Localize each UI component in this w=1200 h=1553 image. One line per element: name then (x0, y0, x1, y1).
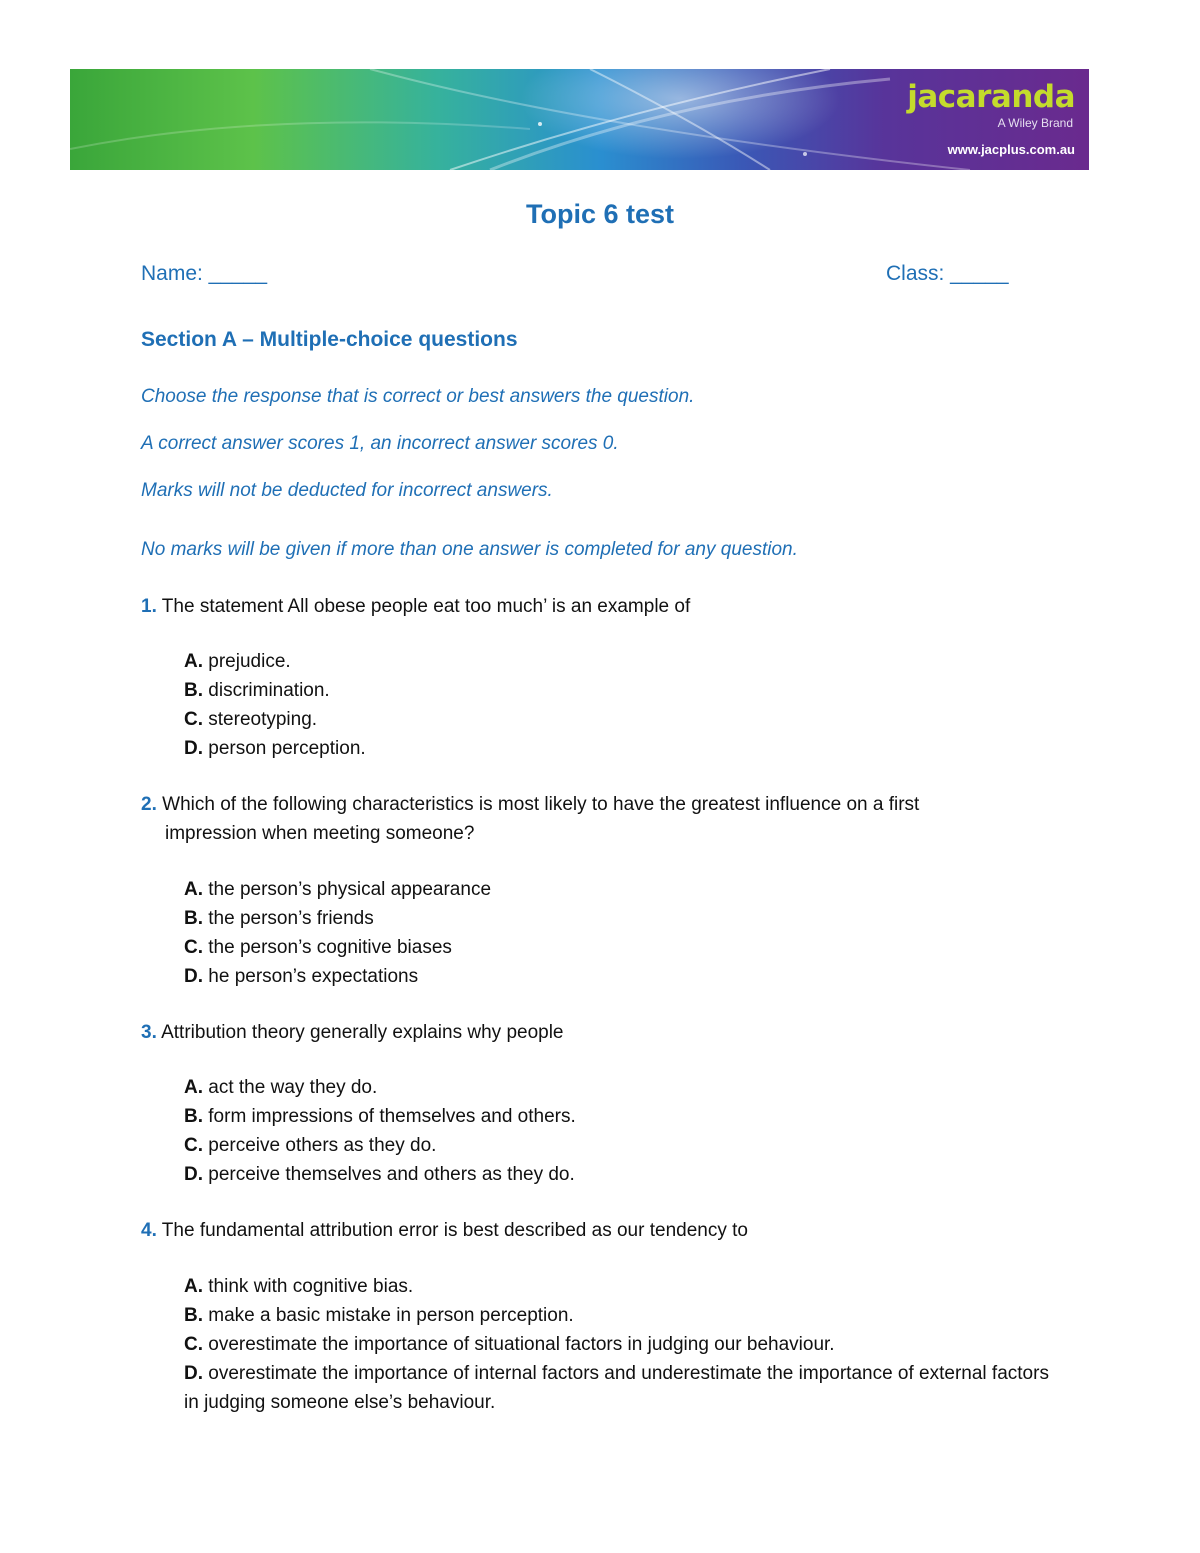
question-number: 4. (141, 1220, 157, 1241)
option-text: prejudice. (208, 651, 291, 672)
option-b[interactable] (184, 1301, 1054, 1330)
option-text: he person’s expectations (208, 966, 419, 987)
option-text: perceive themselves and others as they do. (208, 1164, 575, 1185)
brand-url: www.jacplus.com.au (947, 142, 1075, 157)
question-3-options (184, 1073, 1054, 1189)
option-letter: C. (184, 1135, 203, 1156)
question-text: Which of the following characteristics is most likely to have the greatest influence on a first (162, 794, 920, 815)
instruction-line: A correct answer scores 1, an incorrect answer scores 0. (141, 433, 619, 454)
question-3 (141, 1018, 1061, 1047)
option-letter: C. (184, 709, 203, 730)
question-2 (141, 790, 1061, 848)
question-text: Attribution theory generally explains why people (161, 1022, 564, 1043)
header-banner (70, 69, 1089, 170)
question-number: 2. (141, 794, 157, 815)
option-text: think with cognitive bias. (208, 1276, 414, 1297)
option-text: the person’s cognitive biases (208, 937, 452, 958)
option-text: form impressions of themselves and others. (208, 1106, 576, 1127)
option-letter: B. (184, 908, 203, 929)
option-c[interactable] (184, 1131, 1054, 1160)
option-b[interactable] (184, 676, 1054, 705)
option-text: the person’s friends (208, 908, 374, 929)
option-b[interactable] (184, 1102, 1054, 1131)
question-4-options (184, 1272, 1054, 1417)
option-text: discrimination. (208, 680, 330, 701)
option-letter: D. (184, 1363, 203, 1384)
option-text: act the way they do. (208, 1077, 378, 1098)
question-1-options (184, 647, 1054, 763)
option-letter: C. (184, 937, 203, 958)
question-number: 1. (141, 596, 157, 617)
question-2-options (184, 875, 1054, 991)
option-letter: A. (184, 651, 203, 672)
option-d[interactable] (184, 1160, 1054, 1189)
option-d[interactable] (184, 1359, 1054, 1417)
class-field: Class: _____ (886, 262, 1009, 285)
option-c[interactable] (184, 1330, 1054, 1359)
question-text-continued: impression when meeting someone? (165, 823, 475, 844)
instruction-line: Marks will not be deducted for incorrect answers. (141, 480, 553, 501)
option-text: the person’s physical appearance (208, 879, 492, 900)
option-letter: A. (184, 1077, 203, 1098)
option-d[interactable] (184, 734, 1054, 763)
brand-tagline: A Wiley Brand (997, 116, 1073, 130)
option-letter: B. (184, 680, 203, 701)
question-4 (141, 1216, 1061, 1245)
option-letter: C. (184, 1334, 203, 1355)
question-text: The statement All obese people eat too much’ is an example of (161, 596, 691, 617)
option-letter: D. (184, 738, 203, 759)
option-c[interactable] (184, 705, 1054, 734)
option-text: perceive others as they do. (208, 1135, 437, 1156)
question-1 (141, 592, 1061, 621)
option-letter: A. (184, 1276, 203, 1297)
option-text: overestimate the importance of internal factors and underestimate the importance of external factors in judging someone else’s behaviour. (184, 1363, 1049, 1413)
name-field: Name: _____ (141, 262, 268, 285)
option-a[interactable] (184, 647, 1054, 676)
page-title: Topic 6 test (525, 199, 675, 229)
option-text: overestimate the importance of situational factors in judging our behaviour. (208, 1334, 835, 1355)
option-a[interactable] (184, 875, 1054, 904)
option-text: make a basic mistake in person perception. (208, 1305, 574, 1326)
option-letter: B. (184, 1106, 203, 1127)
instruction-line: No marks will be given if more than one answer is completed for any question. (141, 539, 798, 560)
option-text: person perception. (208, 738, 366, 759)
option-a[interactable] (184, 1272, 1054, 1301)
option-b[interactable] (184, 904, 1054, 933)
brand-logo: jacaranda (907, 79, 1075, 115)
option-c[interactable] (184, 933, 1054, 962)
option-a[interactable] (184, 1073, 1054, 1102)
option-letter: D. (184, 966, 203, 987)
option-letter: D. (184, 1164, 203, 1185)
question-number: 3. (141, 1022, 157, 1043)
option-d[interactable] (184, 962, 1054, 991)
option-letter: A. (184, 879, 203, 900)
option-text: stereotyping. (208, 709, 318, 730)
instruction-line: Choose the response that is correct or best answers the question. (141, 386, 695, 407)
section-heading: Section A – Multiple-choice questions (141, 328, 518, 351)
option-letter: B. (184, 1305, 203, 1326)
question-text: The fundamental attribution error is best described as our tendency to (161, 1220, 748, 1241)
